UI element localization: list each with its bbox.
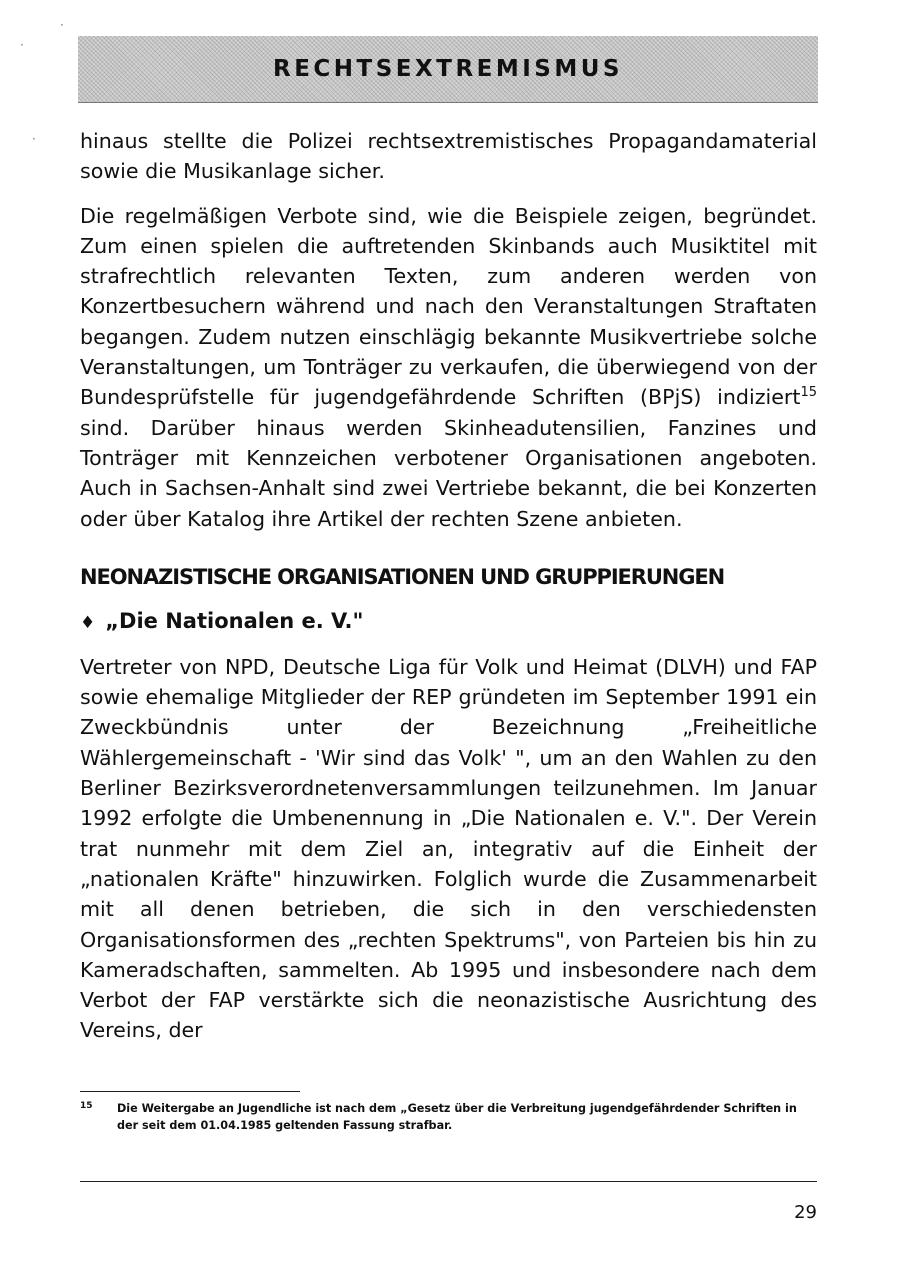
page-number: 29 — [794, 1202, 817, 1223]
paragraph-text: Die regelmäßigen Verbote sind, wie die Beispiele zeigen, begründet. Zum einen spielen die auftretenden Skinbands auch Musiktitel mit strafrechtlich relevanten Texten, zum anderen werden von Konzertbesuchern während und nach den Veranstaltungen Straftaten begangen. Zudem nutzen einschlägig bekannte Musikvertriebe solche Veranstaltungen, um Tonträger zu verkaufen, die überwiegend von der Bundesprüfstelle für jugendgefährdende Schriften (BPjS) indiziert — [80, 203, 817, 410]
scan-mark: · — [20, 38, 24, 52]
scan-mark: · — [60, 18, 64, 32]
section-heading: NEONAZISTISCHE ORGANISATIONEN UND GRUPPIERUNGEN — [80, 564, 725, 589]
running-header — [78, 36, 818, 103]
subsection-heading-text: „Die Nationalen e. V." — [105, 608, 364, 633]
paragraph: Vertreter von NPD, Deutsche Liga für Volk und Heimat (DLVH) und FAP sowie ehemalige Mitglieder der REP gründeten im September 1991 ein Zweckbündnis unter der Bezeichnung „Freiheitliche Wählergemeinschaft - 'Wir sind das Volk' ", um an den Wahlen zu den Berliner Bezirksverordnetenversammlungen teilzunehmen. Im Januar 1992 erfolgte die Umbenennung in „Die Nationalen e. V.". Der Verein trat nunmehr mit dem Ziel an, integrativ auf die Einheit der „nationalen Kräfte" hinzuwirken. Folglich wurde die Zusammenarbeit mit all denen betrieben, die sich in den verschiedensten Organisationsformen des „rechten Spektrums", von Parteien bis hin zu Kameradschaften, sammelten. Ab 1995 und insbesondere nach dem Verbot der FAP verstärkte sich die neonazistische Ausrichtung des Vereins, der — [80, 654, 817, 1043]
footer-rule — [80, 1181, 817, 1182]
bullet-icon: ♦ — [80, 612, 96, 633]
footnote — [80, 1100, 817, 1134]
main-text — [80, 126, 817, 1046]
scan-mark: · — [32, 132, 36, 146]
paragraph-text: sind. Darüber hinaus werden Skinheadutensilien, Fanzines und Tonträger mit Kennzeichen verbotener Organisationen angeboten. Auch in Sachsen-Anhalt sind zwei Vertriebe bekannt, die bei Konzerten oder über Katalog ihre Artikel der rechten Szene anbieten. — [80, 415, 817, 531]
subsection-heading — [80, 606, 817, 638]
running-header-title: RECHTSEXTREMISMUS — [273, 56, 623, 82]
footnote-reference: 15 — [800, 385, 817, 401]
footnote-number: 15 — [80, 1101, 93, 1111]
paragraph: hinaus stellte die Polizei rechtsextremistisches Propagandamaterial sowie die Musikanlage sicher. — [80, 129, 817, 184]
footnote-text: Die Weitergabe an Jugendliche ist nach dem „Gesetz über die Verbreitung jugendgefährdender Schriften in der seit dem 01.04.1985 geltenden Fassung strafbar. — [117, 1102, 797, 1132]
paragraph — [80, 201, 817, 534]
footnote-separator — [80, 1091, 300, 1092]
